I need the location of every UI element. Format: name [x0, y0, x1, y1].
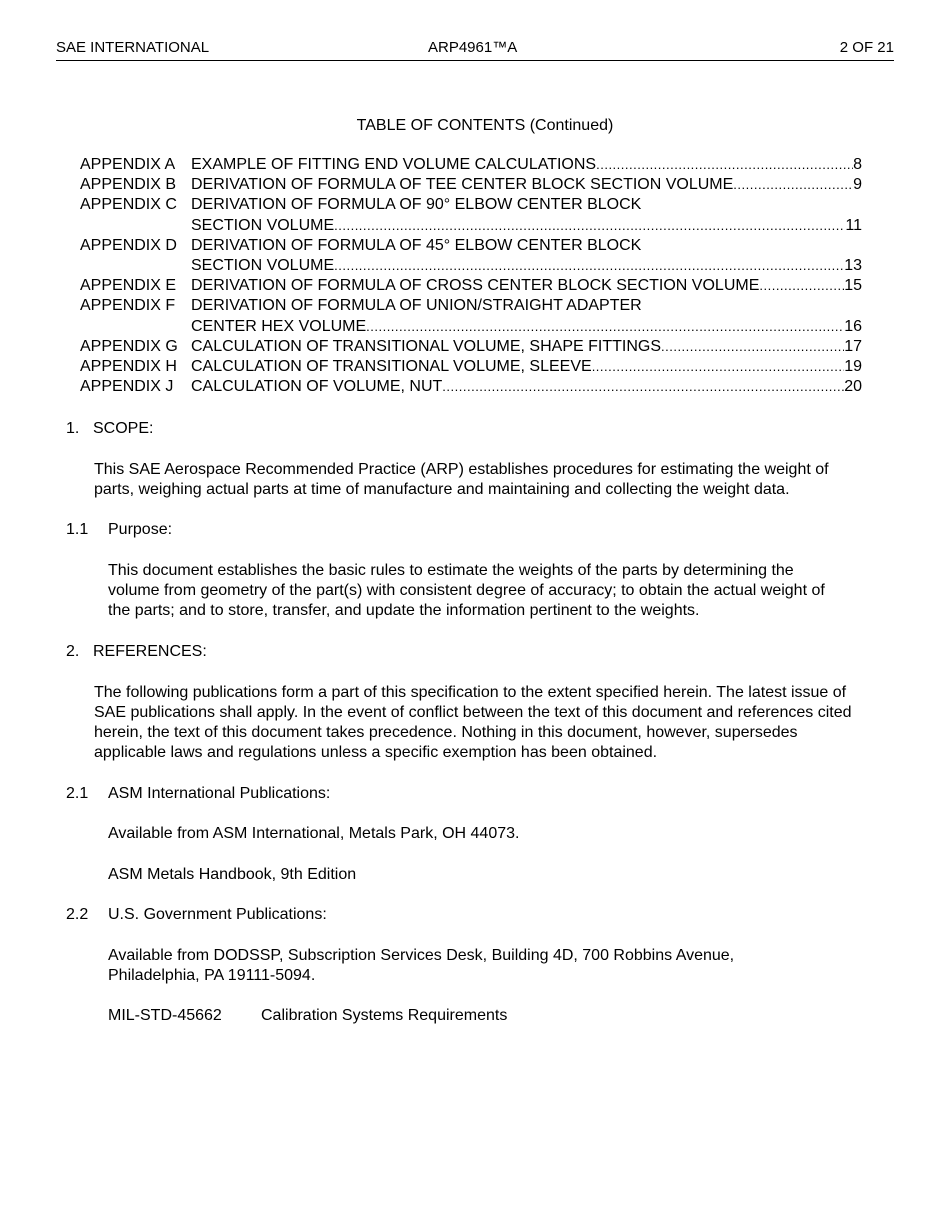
gov-availability: Available from DODSSP, Subscription Services Desk, Building 4D, 700 Robbins Avenue, Philadelphia, PA 19111-5094. [108, 947, 735, 984]
toc-entry-title: SECTION VOLUME [191, 256, 335, 274]
toc-appendix-label: APPENDIX F [80, 297, 176, 315]
section-scope-heading [66, 419, 154, 439]
toc-appendix-label: APPENDIX G [80, 337, 178, 355]
section-number: 2.1 [66, 785, 89, 802]
toc-row[interactable] [80, 337, 862, 357]
toc-row[interactable] [80, 296, 862, 316]
toc-leader [334, 256, 844, 276]
toc-entry-title: SECTION VOLUME [191, 216, 335, 234]
toc-leader [596, 155, 853, 175]
toc-page-number: 8 [853, 156, 862, 173]
section-number: 2.2 [66, 906, 89, 923]
section-number: 1. [66, 420, 80, 437]
section-number: 1.1 [66, 521, 89, 538]
section-title: U.S. Government Publications: [108, 906, 327, 923]
section-title: SCOPE: [93, 420, 154, 437]
section-purpose-heading [66, 520, 173, 540]
toc-appendix-label: APPENDIX J [80, 378, 174, 396]
toc-leader [661, 337, 844, 357]
toc-page-number: 19 [844, 357, 862, 375]
header-document-number: ARP4961™A [428, 39, 518, 56]
section-gov-heading [66, 905, 327, 925]
toc-entry-title: CALCULATION OF VOLUME, NUT [191, 378, 443, 396]
page-header [56, 38, 894, 61]
gov-doc-id: MIL-STD-45662 [108, 1007, 222, 1024]
toc-row[interactable] [80, 357, 862, 377]
toc-entry-title: EXAMPLE OF FITTING END VOLUME CALCULATIONS [191, 156, 597, 173]
section-scope-body: This SAE Aerospace Recommended Practice (ARP) establishes procedures for estimating the weight of parts, weighing actual parts at time of manufacture and maintaining and collecting the weight data. [94, 461, 829, 498]
toc-row[interactable] [80, 195, 862, 215]
toc-page-number: 20 [844, 378, 862, 396]
toc-row-continued[interactable] [80, 256, 862, 276]
section-references-heading [66, 642, 207, 662]
toc-row[interactable] [80, 175, 862, 195]
toc-entry-title: CALCULATION OF TRANSITIONAL VOLUME, SLEEVE [191, 357, 592, 375]
section-number: 2. [66, 643, 80, 660]
table-of-contents [80, 155, 862, 397]
toc-leader [334, 216, 845, 236]
section-title: ASM International Publications: [108, 785, 331, 802]
section-asm-heading [66, 784, 331, 804]
toc-entry-title: DERIVATION OF FORMULA OF 45° ELBOW CENTER BLOCK [191, 236, 642, 254]
section-references-body: The following publications form a part of this specification to the extent specified herein. The latest issue of SAE publications shall apply. In the event of conflict between the text of this document and references cited herein, the text of this document takes precedence. Nothing in this document, however, supersedes applicable laws and regulations unless a specific exemption has been obtained. [94, 684, 852, 761]
toc-page-number: 11 [845, 216, 862, 234]
toc-page-number: 9 [853, 176, 862, 194]
toc-appendix-label: APPENDIX D [80, 236, 177, 254]
toc-leader [442, 377, 844, 397]
toc-appendix-label: APPENDIX E [80, 277, 177, 295]
section-title: REFERENCES: [93, 643, 207, 660]
gov-doc-title: Calibration Systems Requirements [261, 1007, 508, 1024]
toc-leader [733, 175, 853, 195]
toc-row[interactable] [80, 236, 862, 256]
toc-row-continued[interactable] [80, 216, 862, 236]
section-title: Purpose: [108, 521, 173, 538]
section-purpose-body: This document establishes the basic rules to estimate the weights of the parts by determining the volume from geometry of the part(s) with consistent degree of accuracy; to obtain the actual weight of the parts; and to store, transfer, and update the information pertinent to the weights. [108, 562, 825, 619]
toc-page-number: 15 [844, 277, 862, 295]
toc-appendix-label: APPENDIX C [80, 196, 177, 214]
toc-row[interactable] [80, 276, 862, 296]
toc-page-number: 17 [844, 337, 862, 355]
header-organization: SAE INTERNATIONAL [56, 39, 210, 56]
toc-entry-title: DERIVATION OF FORMULA OF UNION/STRAIGHT ADAPTER [191, 297, 642, 315]
toc-leader [592, 357, 845, 377]
toc-row-continued[interactable] [80, 317, 862, 337]
toc-page-number: 16 [844, 317, 862, 335]
toc-leader [759, 276, 844, 296]
header-page-number: 2 OF 21 [839, 39, 894, 56]
toc-row[interactable] [80, 377, 862, 397]
toc-appendix-label: APPENDIX B [80, 176, 177, 194]
toc-leader [366, 317, 844, 337]
toc-row[interactable] [80, 155, 862, 175]
asm-availability: Available from ASM International, Metals Park, OH 44073. [108, 825, 520, 842]
toc-entry-title: CENTER HEX VOLUME [191, 317, 367, 335]
toc-page-number: 13 [844, 256, 862, 274]
toc-entry-title: DERIVATION OF FORMULA OF 90° ELBOW CENTER BLOCK [191, 196, 642, 214]
gov-reference-row [108, 1006, 848, 1026]
toc-appendix-label: APPENDIX H [80, 357, 177, 375]
toc-entry-title: DERIVATION OF FORMULA OF TEE CENTER BLOCK SECTION VOLUME [191, 176, 734, 194]
toc-entry-title: CALCULATION OF TRANSITIONAL VOLUME, SHAPE FITTINGS [191, 337, 661, 355]
toc-title: TABLE OF CONTENTS (Continued) [356, 117, 614, 134]
asm-handbook: ASM Metals Handbook, 9th Edition [108, 866, 357, 883]
toc-entry-title: DERIVATION OF FORMULA OF CROSS CENTER BLOCK SECTION VOLUME [191, 277, 760, 295]
toc-appendix-label: APPENDIX A [80, 156, 176, 173]
